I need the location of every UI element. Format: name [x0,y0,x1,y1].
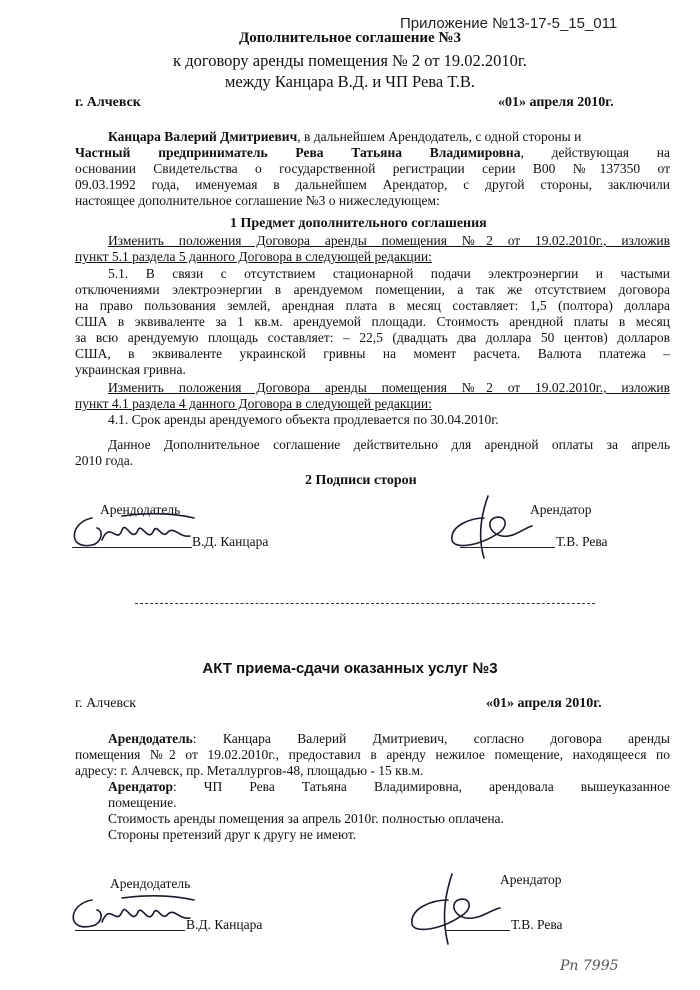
act-tenant-sig-label: Арендатор [500,872,562,887]
clause-5-1-line: США, в эквиваленте украинской гривны на момент расчета. Валюта платежа – [75,346,670,361]
act-no-claims-line: Стороны претензий друг к другу не имеют. [108,827,357,842]
clause-5-1-line: украинская гривна. [75,362,186,377]
landlord-signature-image [62,500,202,560]
validity-line-1: Данное Дополнительное соглашение действительно для арендной оплаты за апрель [108,437,670,452]
tenant-label: Арендатор [530,502,592,517]
section1-title: 1 Предмет дополнительного соглашения [230,216,487,231]
landlord-label: Арендодатель [100,502,181,517]
clause-5-1-line: за всю арендуемую площадь составляет: – 22,5 (двадцать два доллара 50 центов) долларов [75,330,670,345]
act-tenant-line-2: помещение. [108,795,177,810]
act-paid-line: Стоимость аренды помещения за апрель 2010г. полностью оплачена. [108,811,504,826]
agreement-subtitle-1: к договору аренды помещения № 2 от 19.02.2010г. [173,51,527,70]
agreement-date: «01» апреля 2010г. [498,95,614,110]
section-separator [135,603,595,604]
tenant-sign-name: Т.В. Рева [556,534,608,549]
change1-line-2: пункт 5.1 раздела 5 данного Договора в следующей редакции: [75,249,432,264]
clause-5-1-line: США в эквиваленте за 1 кв.м. арендуемой площади. Стоимость арендной платы в месяц [75,314,670,329]
party1-rest: , в дальнейшем Арендодатель, с одной стороны и [297,129,582,144]
party2-rest: , действующая на [520,145,670,160]
act-landlord-sig-label: Арендодатель [110,876,191,891]
party1-name: Канцара Валерий Дмитриевич [108,129,298,144]
clause-5-1-line: 5.1. В связи с отсутствием стационарной подачи электроэнергии и частыми [108,266,670,281]
act-tenant-label: Арендатор [108,779,173,794]
tenant-signature-image [440,488,540,563]
intro-line-1 [108,129,581,145]
act-date: «01» апреля 2010г. [486,696,602,711]
intro-line-5: настоящее дополнительное соглашение №3 о нижеследующем: [75,193,440,208]
act-landlord-line-2: помещения №2 от 19.02.2010г., предоставил в аренду нежилое помещение, находящееся по [75,747,670,762]
clause-4-1: 4.1. Срок аренды арендуемого объекта продлевается по 30.04.2010г. [108,412,499,427]
intro-line-3: основании Свидетельства о государственной регистрации серии В00 №137350 от [75,161,670,176]
act-landlord-line-3: адресу: г. Алчевск, пр. Металлургов-48, площадью - 15 кв.м. [75,763,424,778]
validity-line-2: 2010 года. [75,453,134,468]
clause-5-1-line: отключениями электроэнергии в арендуемом помещении, а так же отсутствием договора [75,282,670,297]
handwritten-note: Рп 7995 [560,958,619,974]
landlord-sign-name: В.Д. Канцара [192,534,269,549]
intro-line-4: 09.03.1992 года, именуемая в дальнейшем Арендатор, с другой стороны, заключили [75,177,670,192]
change1-line-1: Изменить положения Договора аренды помещения №2 от 19.02.2010г., изложив [108,233,670,248]
agreement-title: Дополнительное соглашение №3 [238,30,462,46]
act-landlord-sig-name: В.Д. Канцара [186,917,263,932]
act-landlord-label: Арендодатель [108,731,193,746]
act-landlord-line-1 [108,731,670,747]
act-tenant-signature-image [400,868,510,948]
clause-5-1-line: на право пользования землей, арендная плата в месяц составляет: 1,5 (полтора) доллара [75,298,670,313]
act-landlord-text-1: : Канцара Валерий Дмитриевич, согласно договора аренды [192,731,670,746]
act-title: АКТ приема-сдачи оказанных услуг №3 [202,660,498,677]
agreement-subtitle-2: между Канцара В.Д. и ЧП Рева Т.В. [224,72,476,91]
act-tenant-text-1: : ЧП Рева Татьяна Владимировна, арендовала вышеуказанное [172,779,670,794]
act-tenant-sig-name: Т.В. Рева [511,917,563,932]
attachment-stamp: Приложение №13-17-5_15_011 [400,15,618,32]
agreement-city: г. Алчевск [75,95,141,110]
party2-name: Частный предприниматель Рева Татьяна Владимировна [75,145,521,160]
act-landlord-signature-image [60,880,200,940]
change2-line-1: Изменить положения Договора аренды помещения №2 от 19.02.2010г., изложив [108,380,670,395]
change2-line-2: пункт 4.1 раздела 4 данного Договора в следующей редакции: [75,396,432,411]
section2-title: 2 Подписи сторон [305,473,417,488]
act-tenant-line-1 [108,779,670,795]
intro-line-2 [75,145,670,161]
act-city: г. Алчевск [75,696,137,711]
